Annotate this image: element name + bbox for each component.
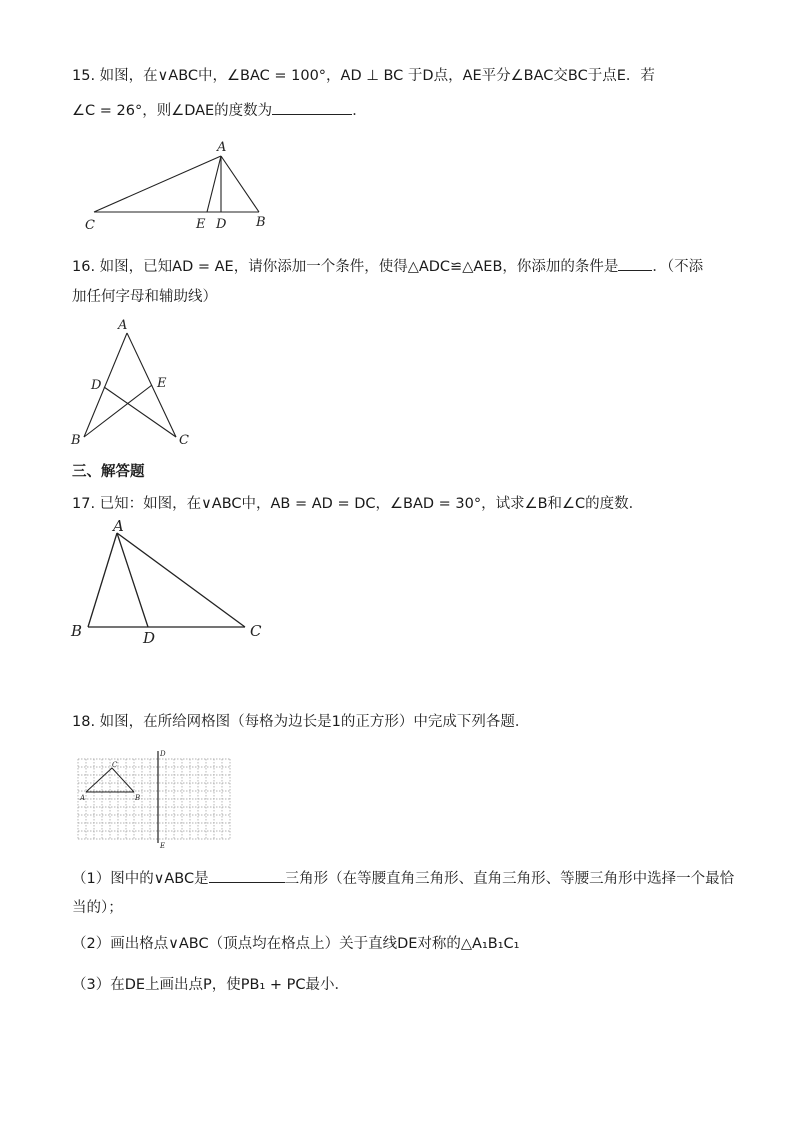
- q18-segment-AC: [86, 768, 112, 792]
- q17-label-B: B: [71, 622, 83, 640]
- q15-line2-pre: ∠C = 26°，则∠DAE的度数为: [72, 103, 273, 119]
- q18-part1-post: 三角形（在等腰直角三角形、直角三角形、等腰三角形中选择一个最恰: [284, 871, 735, 887]
- q18-part1-line2: 当的）；: [72, 900, 123, 916]
- q16-segment-AB: [84, 333, 127, 437]
- q16-label-D: D: [91, 378, 102, 393]
- q16-label-B: B: [71, 433, 81, 448]
- q16-line1-pre: 16. 如图，已知AD = AE，请你添加一个条件，使得△ADC≌△AEB，你添加的条件是: [72, 259, 619, 275]
- q16-label-C: C: [179, 433, 189, 448]
- q17-text-line1: 17. 已知：如图，在∨ABC中，AB = AD = DC，∠BAD = 30°，试求∠B和∠C的度数．: [72, 496, 644, 512]
- q18-segment-CB: [112, 768, 134, 792]
- q16-answer-blank[interactable]: [618, 256, 652, 271]
- q18-text-line1: 18. 如图，在所给网格图（每格为边长是1的正方形）中完成下列各题．: [72, 714, 530, 730]
- q18-label-E: E: [160, 842, 166, 850]
- q16-text-line2: 加任何字母和辅助线）: [72, 289, 217, 305]
- q17-label-A: A: [113, 517, 124, 535]
- q17-segment-AB: [88, 533, 117, 627]
- q15-text-line1: 15. 如图，在∨ABC中，∠BAC = 100°，AD ⊥ BC 于D点，AE平分∠BAC交BC于点E．若: [72, 68, 655, 84]
- q16-segment-DC: [104, 387, 176, 437]
- q15-segment-AB: [221, 156, 259, 212]
- q18-part2: （2）画出格点∨ABC（顶点均在格点上）关于直线DE对称的△A₁B₁C₁: [72, 936, 520, 952]
- q15-line2-post: ．: [352, 103, 367, 119]
- q17-label-C: C: [250, 622, 262, 640]
- q17-segment-AC: [117, 533, 245, 627]
- q16-segment-BE: [84, 385, 152, 437]
- q18-label-A: A: [80, 794, 86, 802]
- q18-label-D: D: [160, 750, 166, 758]
- q16-segment-AC: [127, 333, 176, 437]
- q16-label-E: E: [157, 376, 167, 391]
- q17-label-D: D: [143, 629, 156, 647]
- q18-label-C: C: [112, 761, 118, 769]
- q18-part3: （3）在DE上画出点P，使PB₁ + PC最小．: [72, 977, 350, 993]
- q15-label-B: B: [256, 215, 266, 230]
- q15-label-D: D: [216, 217, 227, 232]
- q15-label-C: C: [85, 218, 95, 233]
- q16-line1-post: ．（不添: [652, 259, 704, 275]
- q15-label-E: E: [196, 217, 206, 232]
- q18-part1-pre: （1）图中的∨ABC是: [72, 871, 209, 887]
- q15-text-line2: [72, 100, 367, 121]
- q16-text-line1: [72, 256, 703, 277]
- q16-label-A: A: [118, 318, 128, 333]
- q18-label-B: B: [135, 794, 141, 802]
- q18-part1-line1: [72, 868, 734, 889]
- q17-segment-AD: [117, 533, 148, 627]
- q18-part1-answer-blank[interactable]: [209, 868, 285, 883]
- section-heading: 三、解答题: [72, 464, 145, 480]
- q15-answer-blank[interactable]: [272, 100, 352, 115]
- q15-segment-CA: [94, 156, 221, 212]
- q15-label-A: A: [217, 140, 227, 155]
- q15-segment-AE: [207, 156, 221, 212]
